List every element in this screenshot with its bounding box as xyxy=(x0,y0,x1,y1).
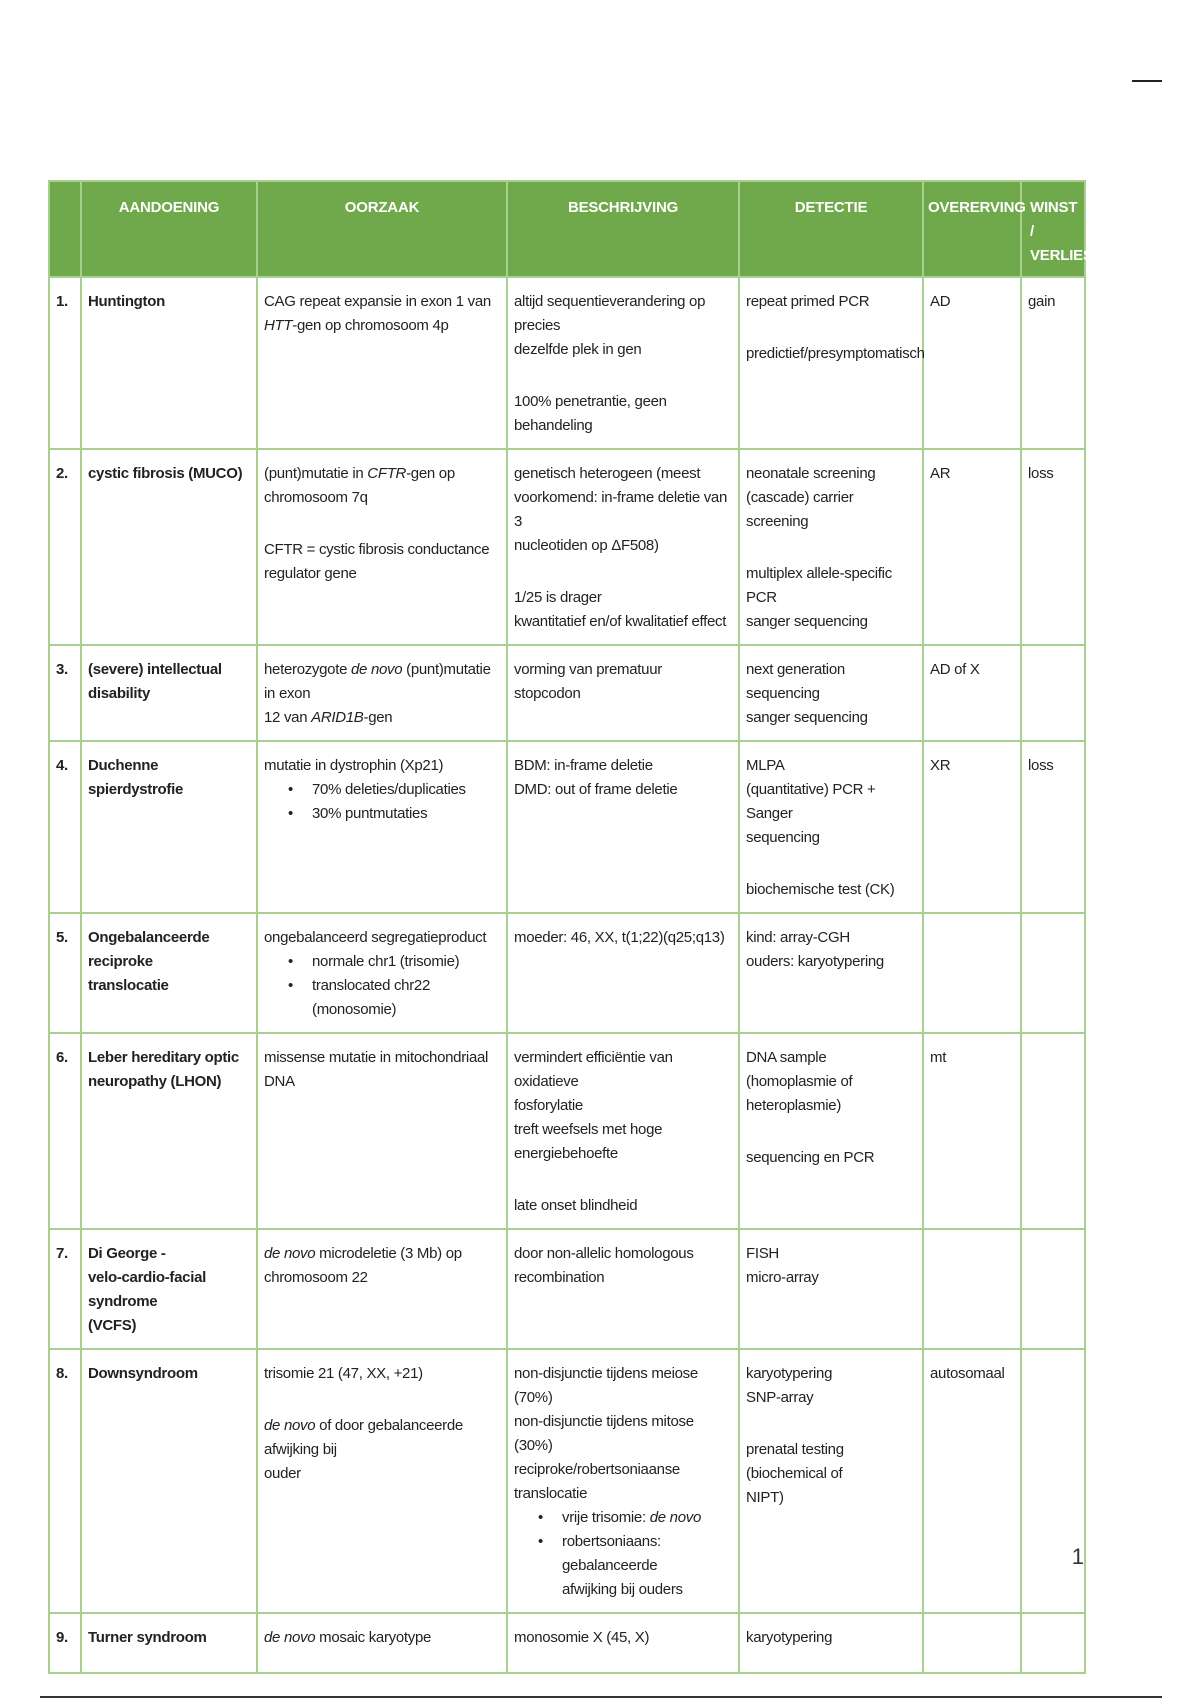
cell-line: translocatie xyxy=(88,977,169,994)
cell-beschrijving xyxy=(507,1613,739,1673)
cell-line: monosomie X (45, X) xyxy=(514,1629,650,1646)
cell-line: karyotypering xyxy=(746,1629,833,1646)
cell-line: regulator gene xyxy=(264,565,357,582)
table-row xyxy=(49,913,1085,1033)
cell-aandoening xyxy=(81,913,257,1033)
row-number: 7. xyxy=(49,1229,81,1349)
row-number: 4. xyxy=(49,741,81,913)
cell-line: ouders: karyotypering xyxy=(746,953,884,970)
cell-line: NIPT) xyxy=(746,1489,784,1506)
cell-beschrijving xyxy=(507,449,739,645)
cell-overerving: AD of X xyxy=(923,645,1021,741)
cell-line: chromosoom 7q xyxy=(264,489,368,506)
cell-line: dezelfde plek in gen xyxy=(514,341,642,358)
cell-oorzaak xyxy=(257,913,507,1033)
cell-line: non-disjunctie tijdens mitose (30%) xyxy=(514,1413,694,1454)
cell-line: sequencing xyxy=(746,829,820,846)
cell-line: Di George - xyxy=(88,1245,166,1262)
header-beschrijving: BESCHRIJVING xyxy=(507,181,739,277)
header-winst-verlies: WINST / VERLIES xyxy=(1021,181,1085,277)
cell-line: ongebalanceerd segregatieproduct xyxy=(264,929,487,946)
cell-line: prenatal testing (biochemical of xyxy=(746,1441,844,1482)
header-detectie: DETECTIE xyxy=(739,181,923,277)
cell-detectie xyxy=(739,913,923,1033)
cell-line: sequencing en PCR xyxy=(746,1149,875,1166)
cell-detectie xyxy=(739,645,923,741)
bullet-item: • vrije trisomie: de novo xyxy=(514,1506,732,1530)
cell-line: Turner syndroom xyxy=(88,1629,207,1646)
cell-line: moeder: 46, XX, t(1;22)(q25;q13) xyxy=(514,929,725,946)
row-number: 8. xyxy=(49,1349,81,1613)
bottom-rule xyxy=(40,1696,1162,1698)
cell-detectie xyxy=(739,277,923,449)
cell-detectie xyxy=(739,1613,923,1673)
cell-line: multiplex allele-specific PCR xyxy=(746,565,892,606)
table-row xyxy=(49,1613,1085,1673)
cell-line: cystic fibrosis (MUCO) xyxy=(88,465,243,482)
cell-line: biochemische test (CK) xyxy=(746,881,895,898)
cell-line: de novo of door gebalanceerde afwijking bij xyxy=(264,1417,463,1458)
table-row xyxy=(49,1229,1085,1349)
cell-line: mutatie in dystrophin (Xp21) xyxy=(264,757,444,774)
cell-aandoening xyxy=(81,449,257,645)
cell-detectie xyxy=(739,1033,923,1229)
cell-oorzaak xyxy=(257,277,507,449)
cell-winst-verlies xyxy=(1021,1613,1085,1673)
bullet-item: • translocated chr22 (monosomie) xyxy=(264,974,500,1022)
cell-line: disability xyxy=(88,685,151,702)
cell-aandoening xyxy=(81,741,257,913)
cell-winst-verlies: loss xyxy=(1021,449,1085,645)
cell-line: chromosoom 22 xyxy=(264,1269,368,1286)
cell-aandoening xyxy=(81,1613,257,1673)
cell-detectie xyxy=(739,1349,923,1613)
cell-line: genetisch heterogeen (meest xyxy=(514,465,701,482)
cell-line: Duchenne spierdystrofie xyxy=(88,757,183,798)
bullet-item: • 30% puntmutaties xyxy=(264,802,500,826)
cell-line: de novo microdeletie (3 Mb) op xyxy=(264,1245,462,1262)
cell-line: non-disjunctie tijdens meiose (70%) xyxy=(514,1365,698,1406)
cell-winst-verlies xyxy=(1021,1033,1085,1229)
cell-winst-verlies: gain xyxy=(1021,277,1085,449)
cell-overerving: AR xyxy=(923,449,1021,645)
cell-line: ouder xyxy=(264,1465,301,1482)
header-overerving: OVERERVING xyxy=(923,181,1021,277)
bullet-item: • normale chr1 (trisomie) xyxy=(264,950,500,974)
cell-oorzaak xyxy=(257,1229,507,1349)
cell-line: neuropathy (LHON) xyxy=(88,1073,222,1090)
cell-winst-verlies xyxy=(1021,913,1085,1033)
cell-line: heteroplasmie) xyxy=(746,1097,842,1114)
cell-line: Downsyndroom xyxy=(88,1365,198,1382)
cell-oorzaak xyxy=(257,741,507,913)
cell-line: (punt)mutatie in CFTR-gen op xyxy=(264,465,455,482)
cell-line: treft weefsels met hoge energiebehoefte xyxy=(514,1121,663,1162)
cell-line: de novo mosaic karyotype xyxy=(264,1629,432,1646)
cell-line: neonatale screening xyxy=(746,465,876,482)
cell-overerving: AD xyxy=(923,277,1021,449)
cell-line: FISH xyxy=(746,1245,779,1262)
cell-line: next generation sequencing xyxy=(746,661,845,702)
cell-beschrijving xyxy=(507,645,739,741)
cell-line: DMD: out of frame deletie xyxy=(514,781,678,798)
cell-aandoening xyxy=(81,277,257,449)
cell-overerving xyxy=(923,1229,1021,1349)
cell-line: door non-allelic homologous xyxy=(514,1245,694,1262)
cell-line: voorkomend: in-frame deletie van 3 xyxy=(514,489,728,530)
cell-line: velo-cardio-facial syndrome xyxy=(88,1269,206,1310)
cell-oorzaak xyxy=(257,645,507,741)
cell-line: sanger sequencing xyxy=(746,613,868,630)
cell-beschrijving xyxy=(507,277,739,449)
cell-line: Ongebalanceerde reciproke xyxy=(88,929,210,970)
cell-detectie xyxy=(739,1229,923,1349)
cell-line: heterozygote de novo (punt)mutatie in exon xyxy=(264,661,491,702)
bullet-text: robertsoniaans: gebalanceerde xyxy=(562,1533,661,1574)
cell-line: nucleotiden op ΔF508) xyxy=(514,537,659,554)
row-number: 2. xyxy=(49,449,81,645)
table-row xyxy=(49,277,1085,449)
row-number: 5. xyxy=(49,913,81,1033)
cell-line: sanger sequencing xyxy=(746,709,868,726)
cell-line: BDM: in-frame deletie xyxy=(514,757,653,774)
cell-line: predictief/presymptomatisch xyxy=(746,345,925,362)
cell-aandoening xyxy=(81,1033,257,1229)
table-header-row xyxy=(49,181,1085,277)
cell-line: DNA sample (homoplasmie of xyxy=(746,1049,853,1090)
row-number: 1. xyxy=(49,277,81,449)
bullet-text: afwijking bij ouders xyxy=(562,1581,683,1598)
cell-line: 12 van ARID1B-gen xyxy=(264,709,393,726)
cell-line: CFTR = cystic fibrosis conductance xyxy=(264,541,490,558)
cell-line: (VCFS) xyxy=(88,1317,137,1334)
cell-line: recombination xyxy=(514,1269,605,1286)
page-number: 1 xyxy=(1071,1544,1084,1569)
cell-line: kind: array-CGH xyxy=(746,929,850,946)
header-aandoening: AANDOENING xyxy=(81,181,257,277)
cell-line: SNP-array xyxy=(746,1389,814,1406)
cell-line: HTT-gen op chromosoom 4p xyxy=(264,317,449,334)
cell-aandoening xyxy=(81,1349,257,1613)
row-number: 6. xyxy=(49,1033,81,1229)
header-number xyxy=(49,181,81,277)
cell-detectie xyxy=(739,741,923,913)
cell-winst-verlies: loss xyxy=(1021,741,1085,913)
cell-line: reciproke/robertsoniaanse translocatie xyxy=(514,1461,680,1502)
cell-line: 100% penetrantie, geen behandeling xyxy=(514,393,667,434)
bullet-item: • 70% deleties/duplicaties xyxy=(264,778,500,802)
cell-beschrijving xyxy=(507,1033,739,1229)
cell-line: 1/25 is drager xyxy=(514,589,602,606)
cell-line: (cascade) carrier screening xyxy=(746,489,854,530)
cell-beschrijving xyxy=(507,741,739,913)
cell-oorzaak xyxy=(257,1349,507,1613)
header-oorzaak: OORZAAK xyxy=(257,181,507,277)
cell-overerving: mt xyxy=(923,1033,1021,1229)
cell-line: (quantitative) PCR + Sanger xyxy=(746,781,876,822)
cell-aandoening xyxy=(81,645,257,741)
cell-overerving xyxy=(923,913,1021,1033)
cell-line: MLPA xyxy=(746,757,785,774)
cell-line: vorming van prematuur stopcodon xyxy=(514,661,662,702)
cell-overerving xyxy=(923,1613,1021,1673)
cell-line: karyotypering xyxy=(746,1365,833,1382)
cell-beschrijving xyxy=(507,913,739,1033)
cell-line: kwantitatief en/of kwalitatief effect xyxy=(514,613,727,630)
cell-overerving: XR xyxy=(923,741,1021,913)
cell-line: Huntington xyxy=(88,293,165,310)
cell-line: late onset blindheid xyxy=(514,1197,638,1214)
cell-winst-verlies xyxy=(1021,1349,1085,1613)
cell-oorzaak xyxy=(257,1613,507,1673)
disorders-table xyxy=(48,180,1093,1674)
bullet-item xyxy=(514,1530,732,1602)
cell-detectie xyxy=(739,449,923,645)
corner-dash xyxy=(1132,80,1162,82)
cell-line: CAG repeat expansie in exon 1 van xyxy=(264,293,491,310)
table-row xyxy=(49,741,1085,913)
row-number: 9. xyxy=(49,1613,81,1673)
cell-aandoening xyxy=(81,1229,257,1349)
cell-line: (severe) intellectual xyxy=(88,661,222,678)
cell-overerving: autosomaal xyxy=(923,1349,1021,1613)
cell-line: altijd sequentieverandering op precies xyxy=(514,293,706,334)
cell-line: Leber hereditary optic xyxy=(88,1049,239,1066)
cell-line: repeat primed PCR xyxy=(746,293,870,310)
cell-beschrijving xyxy=(507,1229,739,1349)
cell-line: missense mutatie in mitochondriaal DNA xyxy=(264,1049,489,1090)
table-row xyxy=(49,1349,1085,1613)
table-row xyxy=(49,645,1085,741)
cell-winst-verlies xyxy=(1021,645,1085,741)
cell-line: fosforylatie xyxy=(514,1097,583,1114)
cell-line: trisomie 21 (47, XX, +21) xyxy=(264,1365,423,1382)
table-row xyxy=(49,449,1085,645)
cell-beschrijving xyxy=(507,1349,739,1613)
cell-winst-verlies xyxy=(1021,1229,1085,1349)
cell-line: vermindert efficiëntie van oxidatieve xyxy=(514,1049,673,1090)
cell-oorzaak xyxy=(257,449,507,645)
cell-oorzaak xyxy=(257,1033,507,1229)
table-row xyxy=(49,1033,1085,1229)
cell-line: micro-array xyxy=(746,1269,819,1286)
row-number: 3. xyxy=(49,645,81,741)
